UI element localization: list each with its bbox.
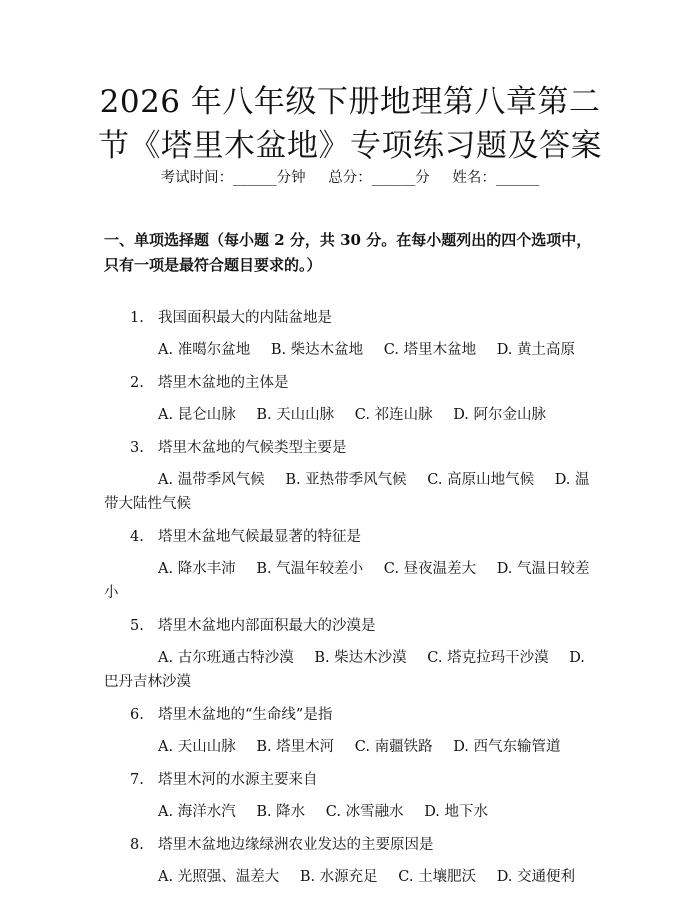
option-a: A. 光照强、温差大 [158,869,280,885]
question-text: 塔里木盆地的主体是 [158,375,289,391]
question-number: 3. [130,440,144,456]
question-6 [104,703,599,768]
exam-score: 总分：______分 [328,170,430,186]
option-c: C. 南疆铁路 [354,739,433,755]
question-number: 5. [130,618,144,634]
option-a: A. 准噶尔盆地 [158,342,251,358]
option-a: A. 古尔班通古特沙漠 [158,650,294,666]
option-c: C. 昼夜温差大 [383,561,477,577]
question-5 [104,614,599,703]
question-number: 1. [130,310,144,326]
option-a: A. 天山山脉 [158,739,236,755]
option-c: C. 高原山地气候 [427,472,535,488]
question-2 [104,371,599,436]
option-b: B. 塔里木河 [256,739,335,755]
question-text: 塔里木河的水源主要来自 [158,772,318,788]
question-stem [104,833,599,865]
option-b: B. 亚热带季风气候 [285,472,407,488]
option-a: A. 降水丰沛 [158,561,236,577]
question-stem [104,768,599,800]
question-number: 2. [130,375,144,391]
question-text: 塔里木盆地内部面积最大的沙漠是 [158,618,376,634]
option-c: C. 土壤肥沃 [398,869,477,885]
option-b: B. 天山山脉 [256,407,335,423]
question-8 [104,833,599,898]
question-3 [104,436,599,525]
question-4 [104,525,599,614]
question-text: 塔里木盆地的气候类型主要是 [158,440,347,456]
option-c: C. 冰雪融水 [325,804,404,820]
question-options [104,468,599,525]
option-d: D. 地下水 [424,804,489,820]
exam-name: 姓名：______ [452,170,540,186]
question-options [104,403,599,436]
option-c: C. 塔里木盆地 [383,342,477,358]
question-1 [104,306,599,371]
question-options [104,646,599,703]
option-b: B. 柴达木盆地 [270,342,364,358]
option-b: B. 水源充足 [299,869,378,885]
option-c: C. 塔克拉玛干沙漠 [427,650,549,666]
exam-info [0,168,700,188]
option-b: B. 气温年较差小 [256,561,364,577]
question-number: 4. [130,529,144,545]
question-options [104,865,599,898]
question-options [104,338,599,371]
question-7 [104,768,599,833]
question-stem [104,614,599,646]
option-b: B. 柴达木沙漠 [314,650,407,666]
option-c: C. 祁连山脉 [354,407,433,423]
question-options [104,557,599,614]
question-text: 塔里木盆地气候最显著的特征是 [158,529,361,545]
option-b: B. 降水 [256,804,306,820]
question-stem [104,306,599,338]
document-title: 2026 年八年级下册地理第八章第二节《塔里木盆地》专项练习题及答案 [98,84,602,164]
option-d: D. 气温日较差小 [104,561,590,601]
question-number: 8. [130,837,144,853]
option-d: D. 温带大陆性气候 [104,472,590,512]
option-d: D. 西气东输管道 [453,739,561,755]
question-list [104,306,599,898]
question-options [104,800,599,833]
question-number: 6. [130,707,144,723]
question-text: 我国面积最大的内陆盆地是 [158,310,332,326]
question-text: 塔里木盆地边缘绿洲农业发达的主要原因是 [158,837,434,853]
option-d: D. 交通便利 [496,869,576,885]
question-stem [104,371,599,403]
question-stem [104,703,599,735]
option-a: A. 海洋水汽 [158,804,236,820]
question-number: 7. [130,772,144,788]
option-a: A. 昆仑山脉 [158,407,236,423]
exam-time: 考试时间：______分钟 [160,170,306,186]
option-d: D. 阿尔金山脉 [453,407,547,423]
option-d: D. 巴丹吉林沙漠 [104,650,585,690]
option-d: D. 黄土高原 [496,342,576,358]
option-a: A. 温带季风气候 [158,472,265,488]
question-stem [104,525,599,557]
question-options [104,735,599,768]
question-text: 塔里木盆地的“生命线”是指 [158,707,333,723]
section-heading: 一、单项选择题（每小题 2 分，共 30 分。在每小题列出的四个选项中，只有一项是最符合题目要求的。） [104,231,592,274]
question-stem [104,436,599,468]
